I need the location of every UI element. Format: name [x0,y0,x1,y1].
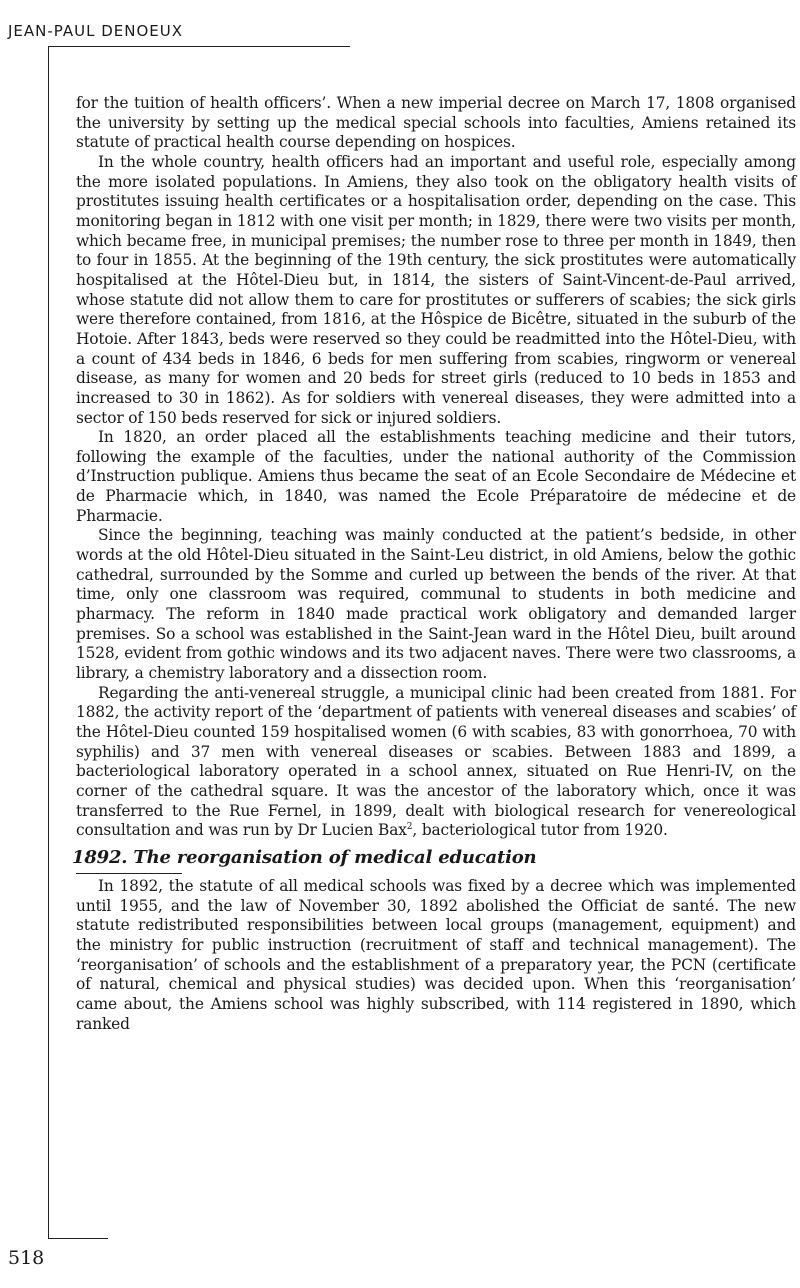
paragraph-2: In the whole country, health officers had an important and useful role, especially among the more isolated populations. In Amiens, they also took on the obligatory health visits of prostitutes issuing health certificates or a hospitalisation order, depending on the case. This monitoring began in 1812 with one visit per month; in 1829, there were two visits per month, which became free, in municipal premises; the number rose to three per month in 1849, then to four in 1855. At the beginning of the 19th century, the sick prostitutes were automatically hospitalised at the Hôtel-Dieu but, in 1814, the sisters of Saint-Vincent-de-Paul arrived, whose statute did not allow them to care for prostitutes or sufferers of scabies; the sick girls were therefore contained, from 1816, at the Hôspice de Bicêtre, situated in the suburb of the Hotoie. After 1843, beds were reserved so they could be readmitted into the Hôtel-Dieu, with a count of 434 beds in 1846, 6 beds for men suffering from scabies, ringworm or venereal disease, as many for women and 20 beds for street girls (reduced to 10 beds in 1853 and increased to 30 in 1862). As for soldiers with venereal diseases, they were admitted into a sector of 150 beds reserved for sick or injured soldiers. [76,152,796,427]
footer-rule [48,1238,108,1239]
paragraph-5-text: Regarding the anti-venereal struggle, a municipal clinic had been created from 1881. For 1882, the activity report of the ‘department of patients with venereal diseases and scabies’ of the Hôtel-Dieu counted 159 hospitalised women (6 with scabies, 83 with gonorrhoea, 70 with syphilis) and 37 men with venereal diseases or scabies. Between 1883 and 1899, a bacteriological laboratory operated in a school annex, situated on Rue Henri-IV, on the corner of the cathedral square. It was the ancestor of the laboratory which, once it was transferred to the Rue Fernel, in 1899, dealt with biological research for venereological consultation and was run by Dr Lucien Bax [76,683,796,840]
paragraph-3: In 1820, an order placed all the establishments teaching medicine and their tutors, following the example of the faculties, under the national authority of the Commission d’Instruction publique. Amiens thus became the seat of an Ecole Secondaire de Médecine et de Pharmacie which, in 1840, was named the Ecole Préparatoire de médecine et de Pharmacie. [76,428,796,525]
section-heading: 1892. The reorganisation of medical education [72,846,537,868]
section-heading-rule [76,873,182,874]
paragraph-1: for the tuition of health officers’. When a new imperial decree on March 17, 1808 organised the university by setting up the medical special schools into faculties, Amiens retained its statute of practical health course depending on hospices. [76,94,796,152]
page-number: 518 [8,1247,45,1269]
body-text [72,94,796,1034]
header-rule [48,46,350,47]
paragraph-5 [76,684,796,841]
footnote-reference: 2 [406,822,413,833]
paragraph-4: Since the beginning, teaching was mainly conducted at the patient’s bedside, in other words at the old Hôtel-Dieu situated in the Saint-Leu district, in old Amiens, below the gothic cathedral, surrounded by the Somme and curled up between the bends of the river. At that time, only one classroom was required, communal to students in both medicine and pharmacy. The reform in 1840 made practical work obligatory and demanded larger premises. So a school was established in the Saint-Jean ward in the Hôtel Dieu, built around 1528, evident from gothic windows and its two adjacent naves. There were two classrooms, a library, a chemistry laboratory and a dissection room. [76,526,796,683]
paragraph-6: In 1892, the statute of all medical schools was fixed by a decree which was implemented until 1955, and the law of November 30, 1892 abolished the Officiat de santé. The new statute redistributed responsibilities between local groups (management, equipment) and the ministry for public instruction (recruitment of staff and technical management). The ‘reorganisation’ of schools and the establishment of a preparatory year, the PCN (certificate of natural, chemical and physical studies) was decided upon. When this ‘reorganisation’ came about, the Amiens school was highly subscribed, with 114 registered in 1890, which ranked [76,876,796,1033]
paragraph-5-tail: , bacteriological tutor from 1920. [412,821,668,840]
margin-rule [48,46,49,1238]
running-header-author: JEAN-PAUL DENOEUX [8,22,184,40]
